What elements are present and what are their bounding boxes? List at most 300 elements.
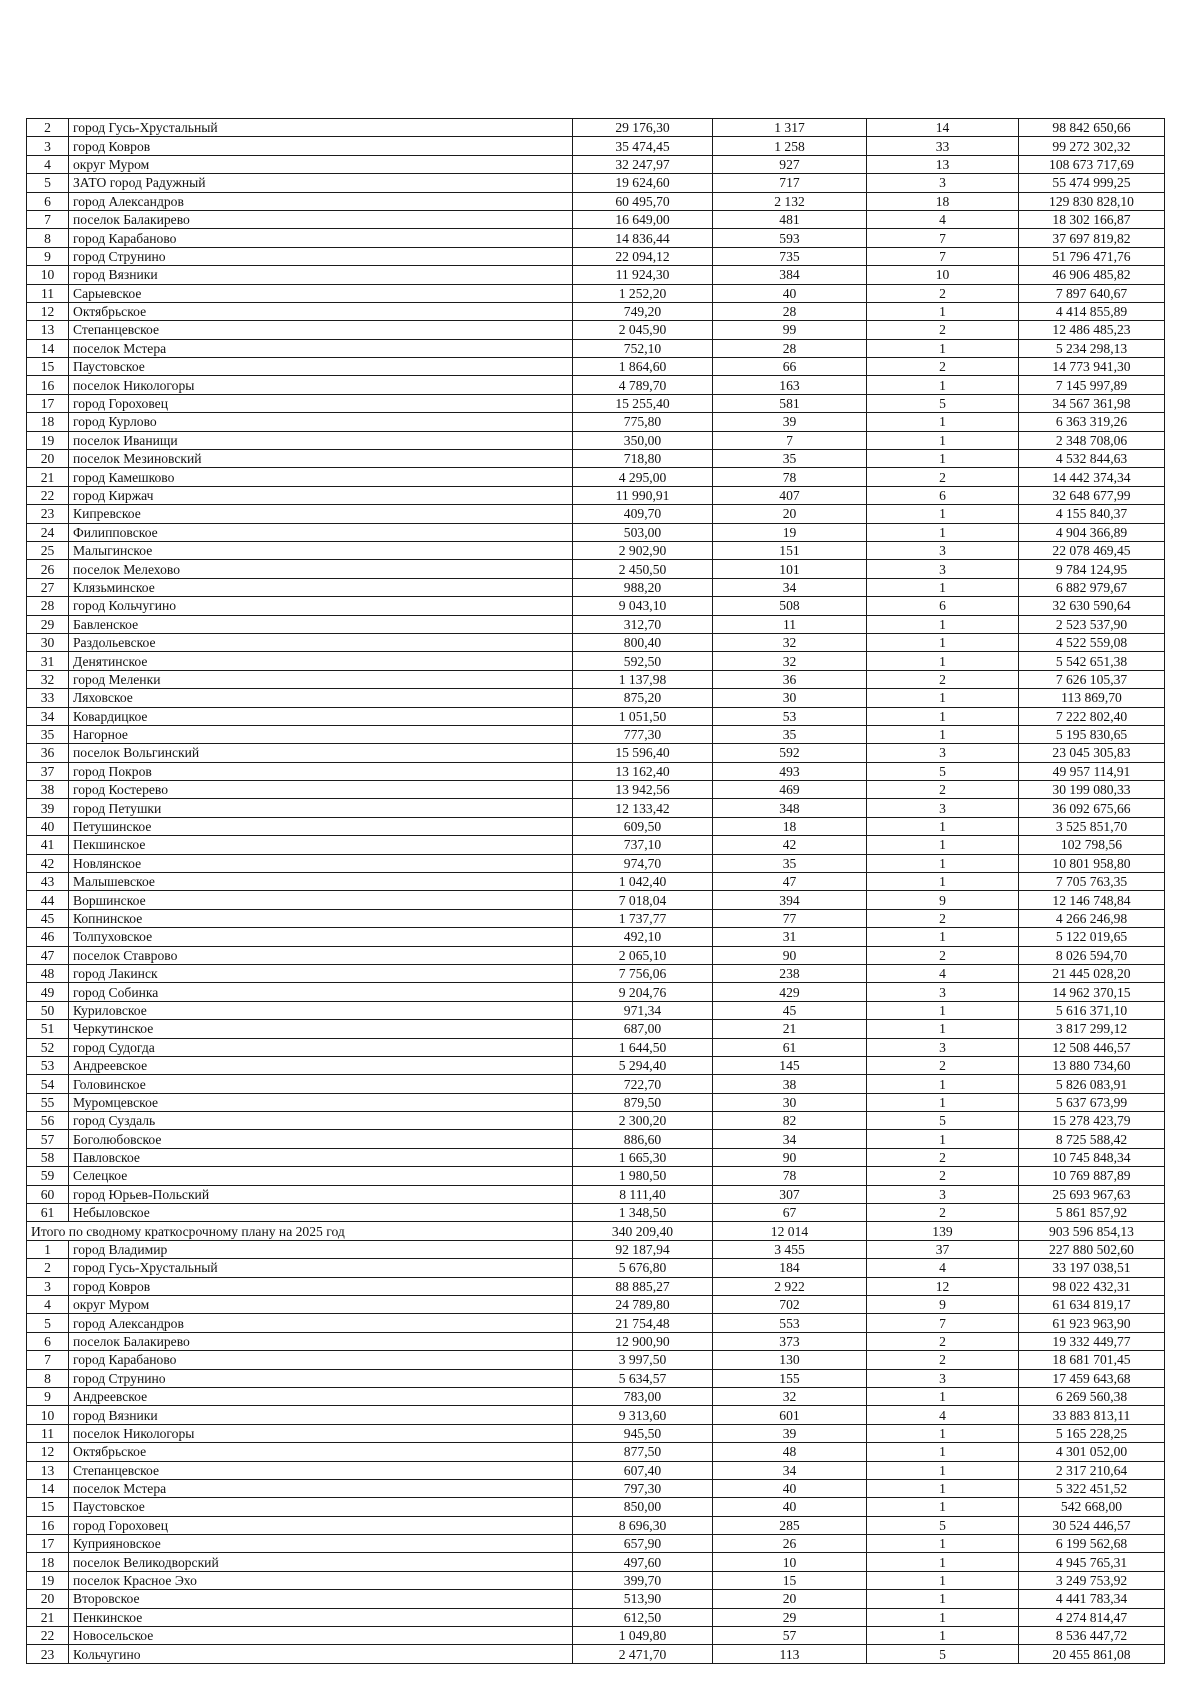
area-cell: 687,00	[573, 1020, 713, 1038]
houses-count-cell: 3	[867, 1038, 1019, 1056]
municipality-name: Боголюбовское	[69, 1130, 573, 1148]
row-number: 6	[27, 1332, 69, 1350]
people-count-cell: 34	[713, 578, 867, 596]
people-count-cell: 28	[713, 302, 867, 320]
houses-count-cell: 1	[867, 1553, 1019, 1571]
houses-count-cell: 6	[867, 597, 1019, 615]
area-cell: 1 348,50	[573, 1204, 713, 1222]
area-cell: 7 018,04	[573, 891, 713, 909]
houses-count-cell: 3	[867, 1369, 1019, 1387]
people-count-cell: 66	[713, 358, 867, 376]
municipality-name: Небыловское	[69, 1204, 573, 1222]
area-cell: 2 300,20	[573, 1112, 713, 1130]
cost-cell: 30 524 446,57	[1019, 1516, 1165, 1534]
houses-count-cell: 1	[867, 1424, 1019, 1442]
people-count-cell: 32	[713, 1387, 867, 1405]
municipality-name: город Александров	[69, 192, 573, 210]
people-count-cell: 48	[713, 1443, 867, 1461]
people-count-cell: 77	[713, 909, 867, 927]
municipality-name: город Владимир	[69, 1240, 573, 1258]
row-number: 1	[27, 1240, 69, 1258]
plan-next-row	[27, 1424, 1165, 1442]
row-number: 23	[27, 1645, 69, 1663]
plan-2025-row	[27, 1038, 1165, 1056]
plan-next-row	[27, 1314, 1165, 1332]
municipality-name: город Гусь-Хрустальный	[69, 119, 573, 137]
cost-cell: 6 269 560,38	[1019, 1387, 1165, 1405]
cost-cell: 4 274 814,47	[1019, 1608, 1165, 1626]
people-count-cell: 31	[713, 928, 867, 946]
cost-cell: 33 197 038,51	[1019, 1259, 1165, 1277]
plan-2025-row	[27, 560, 1165, 578]
plan-2025-row	[27, 1112, 1165, 1130]
row-number: 10	[27, 266, 69, 284]
area-cell: 4 789,70	[573, 376, 713, 394]
houses-count-cell: 1	[867, 1130, 1019, 1148]
plan-2025-row	[27, 192, 1165, 210]
houses-count-cell: 2	[867, 1167, 1019, 1185]
cost-cell: 20 455 861,08	[1019, 1645, 1165, 1663]
houses-count-cell: 2	[867, 1056, 1019, 1074]
houses-count-cell: 4	[867, 1406, 1019, 1424]
houses-count-cell: 3	[867, 174, 1019, 192]
plan-2025-row	[27, 486, 1165, 504]
cost-cell: 4 155 840,37	[1019, 505, 1165, 523]
total-houses: 139	[867, 1222, 1019, 1240]
row-number: 2	[27, 1259, 69, 1277]
row-number: 49	[27, 983, 69, 1001]
area-cell: 24 789,80	[573, 1296, 713, 1314]
cost-cell: 7 897 640,67	[1019, 284, 1165, 302]
plan-2025-row	[27, 781, 1165, 799]
plan-2025-row	[27, 541, 1165, 559]
plan-next-row	[27, 1443, 1165, 1461]
people-count-cell: 593	[713, 229, 867, 247]
plan-2025-row	[27, 229, 1165, 247]
people-count-cell: 429	[713, 983, 867, 1001]
row-number: 37	[27, 762, 69, 780]
people-count-cell: 30	[713, 689, 867, 707]
people-count-cell: 101	[713, 560, 867, 578]
cost-cell: 7 626 105,37	[1019, 670, 1165, 688]
people-count-cell: 61	[713, 1038, 867, 1056]
cost-cell: 9 784 124,95	[1019, 560, 1165, 578]
houses-count-cell: 1	[867, 1608, 1019, 1626]
plan-next-row	[27, 1351, 1165, 1369]
municipality-name: Головинское	[69, 1075, 573, 1093]
cost-cell: 15 278 423,79	[1019, 1112, 1165, 1130]
plan-2025-row	[27, 1185, 1165, 1203]
municipality-name: Паустовское	[69, 358, 573, 376]
houses-count-cell: 2	[867, 670, 1019, 688]
cost-cell: 6 882 979,67	[1019, 578, 1165, 596]
municipality-name: Малышевское	[69, 873, 573, 891]
area-cell: 783,00	[573, 1387, 713, 1405]
houses-count-cell: 1	[867, 302, 1019, 320]
people-count-cell: 469	[713, 781, 867, 799]
area-cell: 312,70	[573, 615, 713, 633]
municipality-name: город Камешково	[69, 468, 573, 486]
area-cell: 988,20	[573, 578, 713, 596]
plan-next-row	[27, 1406, 1165, 1424]
houses-count-cell: 6	[867, 486, 1019, 504]
houses-count-cell: 2	[867, 321, 1019, 339]
cost-cell: 51 796 471,76	[1019, 247, 1165, 265]
cost-cell: 10 745 848,34	[1019, 1148, 1165, 1166]
houses-count-cell: 1	[867, 505, 1019, 523]
people-count-cell: 42	[713, 836, 867, 854]
area-cell: 29 176,30	[573, 119, 713, 137]
row-number: 30	[27, 633, 69, 651]
row-number: 60	[27, 1185, 69, 1203]
plan-2025-row	[27, 817, 1165, 835]
people-count-cell: 553	[713, 1314, 867, 1332]
plan-2025-row	[27, 137, 1165, 155]
area-cell: 13 942,56	[573, 781, 713, 799]
cost-cell: 2 523 537,90	[1019, 615, 1165, 633]
municipality-name: город Струнино	[69, 1369, 573, 1387]
row-number: 20	[27, 1590, 69, 1608]
row-number: 43	[27, 873, 69, 891]
people-count-cell: 30	[713, 1093, 867, 1111]
cost-cell: 14 773 941,30	[1019, 358, 1165, 376]
cost-cell: 14 962 370,15	[1019, 983, 1165, 1001]
people-count-cell: 130	[713, 1351, 867, 1369]
plan-next-row	[27, 1645, 1165, 1663]
cost-cell: 61 923 963,90	[1019, 1314, 1165, 1332]
municipality-name: Кольчугино	[69, 1645, 573, 1663]
cost-cell: 10 801 958,80	[1019, 854, 1165, 872]
area-cell: 722,70	[573, 1075, 713, 1093]
cost-cell: 5 234 298,13	[1019, 339, 1165, 357]
municipality-name: город Александров	[69, 1314, 573, 1332]
area-cell: 11 990,91	[573, 486, 713, 504]
plan-next-row	[27, 1479, 1165, 1497]
row-number: 22	[27, 1627, 69, 1645]
row-number: 45	[27, 909, 69, 927]
area-cell: 1 051,50	[573, 707, 713, 725]
plan-2025-row	[27, 725, 1165, 743]
row-number: 50	[27, 1001, 69, 1019]
people-count-cell: 36	[713, 670, 867, 688]
houses-count-cell: 1	[867, 689, 1019, 707]
people-count-cell: 113	[713, 1645, 867, 1663]
cost-cell: 10 769 887,89	[1019, 1167, 1165, 1185]
row-number: 38	[27, 781, 69, 799]
people-count-cell: 57	[713, 1627, 867, 1645]
houses-count-cell: 1	[867, 873, 1019, 891]
row-number: 48	[27, 964, 69, 982]
people-count-cell: 35	[713, 450, 867, 468]
cost-cell: 129 830 828,10	[1019, 192, 1165, 210]
houses-count-cell: 18	[867, 192, 1019, 210]
municipality-name: Раздольевское	[69, 633, 573, 651]
municipality-name: город Ковров	[69, 1277, 573, 1295]
plan-2025-row	[27, 578, 1165, 596]
people-count-cell: 32	[713, 652, 867, 670]
area-cell: 971,34	[573, 1001, 713, 1019]
total-area: 340 209,40	[573, 1222, 713, 1240]
plan-2025-row	[27, 1148, 1165, 1166]
cost-cell: 4 522 559,08	[1019, 633, 1165, 651]
cost-cell: 22 078 469,45	[1019, 541, 1165, 559]
row-number: 26	[27, 560, 69, 578]
houses-count-cell: 2	[867, 1351, 1019, 1369]
plan-next-row	[27, 1387, 1165, 1405]
houses-count-cell: 1	[867, 1535, 1019, 1553]
municipality-name: поселок Мстера	[69, 1479, 573, 1497]
people-count-cell: 26	[713, 1535, 867, 1553]
cost-cell: 46 906 485,82	[1019, 266, 1165, 284]
cost-cell: 12 146 748,84	[1019, 891, 1165, 909]
houses-count-cell: 1	[867, 928, 1019, 946]
area-cell: 350,00	[573, 431, 713, 449]
houses-count-cell: 1	[867, 1443, 1019, 1461]
plan-2025-row	[27, 836, 1165, 854]
municipality-name: город Ковров	[69, 137, 573, 155]
people-count-cell: 90	[713, 1148, 867, 1166]
row-number: 59	[27, 1167, 69, 1185]
area-cell: 879,50	[573, 1093, 713, 1111]
area-cell: 945,50	[573, 1424, 713, 1442]
plan-2025-row	[27, 597, 1165, 615]
row-number: 51	[27, 1020, 69, 1038]
people-count-cell: 39	[713, 1424, 867, 1442]
municipality-name: Октябрьское	[69, 302, 573, 320]
plan-2025-row	[27, 376, 1165, 394]
cost-cell: 37 697 819,82	[1019, 229, 1165, 247]
municipality-name: город Карабаново	[69, 229, 573, 247]
cost-cell: 5 322 451,52	[1019, 1479, 1165, 1497]
cost-cell: 6 363 319,26	[1019, 413, 1165, 431]
municipality-name: Новлянское	[69, 854, 573, 872]
people-count-cell: 29	[713, 1608, 867, 1626]
municipality-name: Толпуховское	[69, 928, 573, 946]
houses-count-cell: 2	[867, 946, 1019, 964]
total-label: Итого по сводному краткосрочному плану на 2025 год	[27, 1222, 573, 1240]
houses-count-cell: 2	[867, 468, 1019, 486]
houses-count-cell: 2	[867, 909, 1019, 927]
cost-cell: 4 266 246,98	[1019, 909, 1165, 927]
houses-count-cell: 1	[867, 1461, 1019, 1479]
people-count-cell: 493	[713, 762, 867, 780]
people-count-cell: 53	[713, 707, 867, 725]
houses-count-cell: 3	[867, 541, 1019, 559]
area-cell: 14 836,44	[573, 229, 713, 247]
people-count-cell: 508	[713, 597, 867, 615]
cost-cell: 12 486 485,23	[1019, 321, 1165, 339]
houses-count-cell: 5	[867, 1112, 1019, 1130]
area-cell: 9 313,60	[573, 1406, 713, 1424]
cost-cell: 49 957 114,91	[1019, 762, 1165, 780]
plan-2025-row	[27, 1001, 1165, 1019]
plan-next-row	[27, 1240, 1165, 1258]
houses-count-cell: 3	[867, 744, 1019, 762]
municipality-name: Петушинское	[69, 817, 573, 835]
houses-count-cell: 7	[867, 229, 1019, 247]
plan-next-row	[27, 1553, 1165, 1571]
area-cell: 737,10	[573, 836, 713, 854]
plan-next-row	[27, 1277, 1165, 1295]
plan-2025-row	[27, 155, 1165, 173]
area-cell: 875,20	[573, 689, 713, 707]
housing-repair-plan-table	[26, 118, 1165, 1664]
people-count-cell: 717	[713, 174, 867, 192]
people-count-cell: 32	[713, 633, 867, 651]
municipality-name: Степанцевское	[69, 321, 573, 339]
plan-2025-row	[27, 1204, 1165, 1222]
people-count-cell: 285	[713, 1516, 867, 1534]
houses-count-cell: 1	[867, 1590, 1019, 1608]
area-cell: 22 094,12	[573, 247, 713, 265]
people-count-cell: 1 317	[713, 119, 867, 137]
area-cell: 35 474,45	[573, 137, 713, 155]
row-number: 2	[27, 119, 69, 137]
houses-count-cell: 1	[867, 836, 1019, 854]
municipality-name: Павловское	[69, 1148, 573, 1166]
area-cell: 1 665,30	[573, 1148, 713, 1166]
plan-next-row	[27, 1516, 1165, 1534]
houses-count-cell: 2	[867, 1332, 1019, 1350]
area-cell: 886,60	[573, 1130, 713, 1148]
houses-count-cell: 4	[867, 964, 1019, 982]
row-number: 7	[27, 1351, 69, 1369]
plan-2025-row	[27, 1020, 1165, 1038]
people-count-cell: 348	[713, 799, 867, 817]
houses-count-cell: 3	[867, 1185, 1019, 1203]
municipality-name: город Гусь-Хрустальный	[69, 1259, 573, 1277]
row-number: 16	[27, 376, 69, 394]
people-count-cell: 28	[713, 339, 867, 357]
municipality-name: поселок Никологоры	[69, 376, 573, 394]
plan-2025-row	[27, 321, 1165, 339]
houses-count-cell: 1	[867, 633, 1019, 651]
houses-count-cell: 1	[867, 376, 1019, 394]
row-number: 21	[27, 468, 69, 486]
houses-count-cell: 1	[867, 1627, 1019, 1645]
area-cell: 12 133,42	[573, 799, 713, 817]
plan-2025-row	[27, 909, 1165, 927]
houses-count-cell: 2	[867, 1204, 1019, 1222]
plan-2025-row	[27, 431, 1165, 449]
area-cell: 5 676,80	[573, 1259, 713, 1277]
cost-cell: 5 637 673,99	[1019, 1093, 1165, 1111]
row-number: 25	[27, 541, 69, 559]
people-count-cell: 20	[713, 505, 867, 523]
area-cell: 7 756,06	[573, 964, 713, 982]
houses-count-cell: 3	[867, 799, 1019, 817]
row-number: 6	[27, 192, 69, 210]
cost-cell: 4 904 366,89	[1019, 523, 1165, 541]
row-number: 4	[27, 155, 69, 173]
area-cell: 16 649,00	[573, 210, 713, 228]
row-number: 17	[27, 1535, 69, 1553]
cost-cell: 542 668,00	[1019, 1498, 1165, 1516]
area-cell: 19 624,60	[573, 174, 713, 192]
area-cell: 60 495,70	[573, 192, 713, 210]
municipality-name: Куриловское	[69, 1001, 573, 1019]
plan-next-row	[27, 1590, 1165, 1608]
houses-count-cell: 1	[867, 854, 1019, 872]
houses-count-cell: 4	[867, 210, 1019, 228]
people-count-cell: 38	[713, 1075, 867, 1093]
people-count-cell: 184	[713, 1259, 867, 1277]
municipality-name: Степанцевское	[69, 1461, 573, 1479]
cost-cell: 33 883 813,11	[1019, 1406, 1165, 1424]
row-number: 29	[27, 615, 69, 633]
houses-count-cell: 1	[867, 1498, 1019, 1516]
municipality-name: Ковардицкое	[69, 707, 573, 725]
cost-cell: 2 317 210,64	[1019, 1461, 1165, 1479]
row-number: 7	[27, 210, 69, 228]
area-cell: 752,10	[573, 339, 713, 357]
area-cell: 1 042,40	[573, 873, 713, 891]
municipality-name: Второвское	[69, 1590, 573, 1608]
plan-2025-row	[27, 302, 1165, 320]
area-cell: 5 634,57	[573, 1369, 713, 1387]
municipality-name: Ляховское	[69, 689, 573, 707]
houses-count-cell: 5	[867, 762, 1019, 780]
area-cell: 877,50	[573, 1443, 713, 1461]
area-cell: 409,70	[573, 505, 713, 523]
area-cell: 92 187,94	[573, 1240, 713, 1258]
plan-2025-row	[27, 707, 1165, 725]
row-number: 24	[27, 523, 69, 541]
people-count-cell: 2 922	[713, 1277, 867, 1295]
people-count-cell: 581	[713, 394, 867, 412]
row-number: 34	[27, 707, 69, 725]
municipality-name: город Киржач	[69, 486, 573, 504]
area-cell: 8 696,30	[573, 1516, 713, 1534]
plan-2025-row	[27, 1075, 1165, 1093]
cost-cell: 18 302 166,87	[1019, 210, 1165, 228]
people-count-cell: 47	[713, 873, 867, 891]
people-count-cell: 90	[713, 946, 867, 964]
municipality-name: город Гороховец	[69, 1516, 573, 1534]
area-cell: 1 252,20	[573, 284, 713, 302]
row-number: 21	[27, 1608, 69, 1626]
area-cell: 13 162,40	[573, 762, 713, 780]
houses-count-cell: 9	[867, 1296, 1019, 1314]
row-number: 17	[27, 394, 69, 412]
row-number: 56	[27, 1112, 69, 1130]
municipality-name: Пекшинское	[69, 836, 573, 854]
municipality-name: Сарыевское	[69, 284, 573, 302]
area-cell: 3 997,50	[573, 1351, 713, 1369]
plan-2025-row	[27, 1056, 1165, 1074]
municipality-name: город Костерево	[69, 781, 573, 799]
row-number: 19	[27, 1571, 69, 1589]
area-cell: 32 247,97	[573, 155, 713, 173]
plan-next-row	[27, 1296, 1165, 1314]
houses-count-cell: 3	[867, 560, 1019, 578]
municipality-name: Клязьминское	[69, 578, 573, 596]
people-count-cell: 407	[713, 486, 867, 504]
area-cell: 1 864,60	[573, 358, 713, 376]
plan-2025-row	[27, 468, 1165, 486]
municipality-name: Куприяновское	[69, 1535, 573, 1553]
cost-cell: 108 673 717,69	[1019, 155, 1165, 173]
area-cell: 12 900,90	[573, 1332, 713, 1350]
houses-count-cell: 3	[867, 983, 1019, 1001]
municipality-name: город Судогда	[69, 1038, 573, 1056]
people-count-cell: 40	[713, 1498, 867, 1516]
cost-cell: 102 798,56	[1019, 836, 1165, 854]
row-number: 52	[27, 1038, 69, 1056]
people-count-cell: 18	[713, 817, 867, 835]
area-cell: 88 885,27	[573, 1277, 713, 1295]
municipality-name: Пенкинское	[69, 1608, 573, 1626]
